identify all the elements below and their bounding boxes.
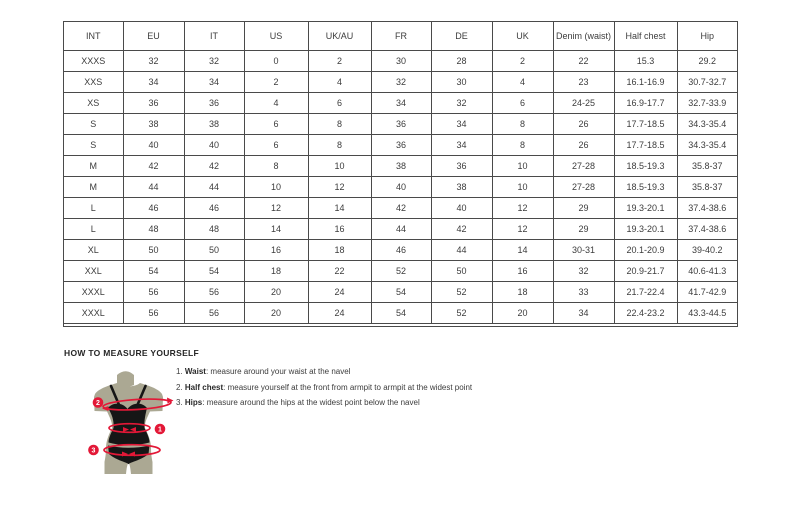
- badge-chest-number: 2: [96, 400, 100, 408]
- table-cell: 44: [371, 219, 431, 240]
- badge-waist-number: 1: [158, 426, 162, 434]
- step-label: Waist: [184, 367, 206, 376]
- table-cell: 29: [553, 198, 614, 219]
- table-cell: 20: [492, 303, 553, 324]
- table-cell: 56: [184, 303, 244, 324]
- table-cell: 46: [123, 198, 184, 219]
- step-desc: : measure around the hips at the widest point below the navel: [202, 398, 420, 407]
- table-cell: 16: [244, 240, 308, 261]
- badge-chest: [93, 397, 104, 408]
- table-cell: 20.9-21.7: [614, 261, 677, 282]
- table-cell: 6: [492, 93, 553, 114]
- table-cell: 54: [184, 261, 244, 282]
- table-cell: 44: [431, 240, 492, 261]
- size-label-cell: S: [64, 135, 123, 156]
- table-cell: 12: [244, 198, 308, 219]
- table-row: [64, 303, 737, 324]
- table-cell: 6: [244, 135, 308, 156]
- table-cell: 42: [123, 156, 184, 177]
- table-cell: 35.8-37: [677, 177, 737, 198]
- table-row: [64, 156, 737, 177]
- table-cell: 0: [244, 51, 308, 72]
- table-cell: 42: [371, 198, 431, 219]
- column-header: INT: [64, 22, 123, 51]
- table-cell: 54: [371, 303, 431, 324]
- table-cell: 16: [492, 261, 553, 282]
- size-label-cell: L: [64, 219, 123, 240]
- table-cell: 56: [123, 303, 184, 324]
- column-header: US: [244, 22, 308, 51]
- table-row: [64, 51, 737, 72]
- table-cell: 27-28: [553, 156, 614, 177]
- table-row: [64, 114, 737, 135]
- table-cell: 36: [431, 156, 492, 177]
- table-cell: 2: [308, 51, 371, 72]
- table-cell: 26: [553, 114, 614, 135]
- table-cell: 30: [431, 72, 492, 93]
- table-cell: 10: [308, 156, 371, 177]
- column-header: FR: [371, 22, 431, 51]
- table-cell: 29: [553, 219, 614, 240]
- table-cell: 32: [371, 72, 431, 93]
- table-cell: 32.7-33.9: [677, 93, 737, 114]
- table-row: [64, 93, 737, 114]
- table-cell: 48: [184, 219, 244, 240]
- table-cell: 2: [492, 51, 553, 72]
- table-cell: 34: [371, 93, 431, 114]
- table-cell: 8: [244, 156, 308, 177]
- table-cell: 34: [184, 72, 244, 93]
- size-label-cell: XXXS: [64, 51, 123, 72]
- size-label-cell: XXS: [64, 72, 123, 93]
- size-chart-table-wrap: [63, 21, 738, 327]
- table-cell: 4: [492, 72, 553, 93]
- table-cell: 22: [553, 51, 614, 72]
- size-label-cell: XS: [64, 93, 123, 114]
- table-cell: 14: [244, 219, 308, 240]
- column-header: Hip: [677, 22, 737, 51]
- table-cell: 46: [371, 240, 431, 261]
- table-cell: 8: [492, 135, 553, 156]
- measure-step: [176, 364, 472, 380]
- table-cell: 54: [371, 282, 431, 303]
- size-label-cell: XL: [64, 240, 123, 261]
- table-row: [64, 261, 737, 282]
- table-cell: 36: [184, 93, 244, 114]
- table-cell: 36: [371, 114, 431, 135]
- step-desc: : measure around your waist at the navel: [205, 367, 351, 376]
- badge-waist: [155, 424, 166, 435]
- table-cell: 6: [308, 93, 371, 114]
- table-cell: 50: [184, 240, 244, 261]
- table-cell: 54: [123, 261, 184, 282]
- size-chart-body: [64, 51, 737, 324]
- table-cell: 38: [123, 114, 184, 135]
- size-label-cell: XXL: [64, 261, 123, 282]
- step-label: Hips: [184, 398, 203, 407]
- table-row: [64, 198, 737, 219]
- header-row: [64, 22, 737, 51]
- table-cell: 40.6-41.3: [677, 261, 737, 282]
- table-cell: 24-25: [553, 93, 614, 114]
- table-row: [64, 219, 737, 240]
- table-cell: 35.8-37: [677, 156, 737, 177]
- step-label: Half chest: [184, 382, 224, 392]
- table-cell: 34: [553, 303, 614, 324]
- measurement-figure-illustration: [84, 366, 184, 481]
- table-cell: 12: [492, 219, 553, 240]
- table-cell: 34.3-35.4: [677, 135, 737, 156]
- table-cell: 10: [244, 177, 308, 198]
- badge-hips-number: 3: [91, 447, 96, 455]
- table-cell: 12: [308, 177, 371, 198]
- table-cell: 22: [308, 261, 371, 282]
- table-cell: 46: [184, 198, 244, 219]
- table-cell: 34: [431, 135, 492, 156]
- table-cell: 19.3-20.1: [614, 219, 677, 240]
- step-number: 3.: [176, 398, 185, 407]
- table-cell: 4: [308, 72, 371, 93]
- table-cell: 33: [553, 282, 614, 303]
- size-label-cell: S: [64, 114, 123, 135]
- column-header: IT: [184, 22, 244, 51]
- table-cell: 18: [244, 261, 308, 282]
- column-header: Half chest: [614, 22, 677, 51]
- table-cell: 50: [431, 261, 492, 282]
- table-cell: 36: [123, 93, 184, 114]
- table-cell: 30: [371, 51, 431, 72]
- table-cell: 18.5-19.3: [614, 177, 677, 198]
- table-cell: 2: [244, 72, 308, 93]
- how-to-measure-heading: HOW TO MEASURE YOURSELF: [64, 348, 200, 358]
- table-cell: 22.4-23.2: [614, 303, 677, 324]
- table-cell: 20: [244, 282, 308, 303]
- table-cell: 34: [123, 72, 184, 93]
- table-cell: 44: [184, 177, 244, 198]
- table-cell: 42: [431, 219, 492, 240]
- table-cell: 18.5-19.3: [614, 156, 677, 177]
- table-cell: 52: [371, 261, 431, 282]
- table-cell: 16.9-17.7: [614, 93, 677, 114]
- table-cell: 20.1-20.9: [614, 240, 677, 261]
- column-header: UK: [492, 22, 553, 51]
- table-cell: 32: [431, 93, 492, 114]
- table-cell: 36: [371, 135, 431, 156]
- step-number: 1.: [176, 367, 185, 376]
- size-label-cell: M: [64, 177, 123, 198]
- table-cell: 43.3-44.5: [677, 303, 737, 324]
- table-cell: 12: [492, 198, 553, 219]
- table-row: [64, 240, 737, 261]
- table-cell: 24: [308, 303, 371, 324]
- table-cell: 23: [553, 72, 614, 93]
- table-cell: 44: [123, 177, 184, 198]
- table-cell: 41.7-42.9: [677, 282, 737, 303]
- table-cell: 14: [492, 240, 553, 261]
- step-desc: : measure yourself at the front from armpit to armpit at the widest point: [223, 382, 473, 392]
- table-cell: 50: [123, 240, 184, 261]
- step-number: 2.: [176, 382, 185, 392]
- table-cell: 26: [553, 135, 614, 156]
- table-cell: 52: [431, 282, 492, 303]
- table-cell: 30-31: [553, 240, 614, 261]
- table-cell: 28: [431, 51, 492, 72]
- table-cell: 37.4-38.6: [677, 219, 737, 240]
- table-cell: 8: [492, 114, 553, 135]
- table-cell: 15.3: [614, 51, 677, 72]
- table-cell: 48: [123, 219, 184, 240]
- table-cell: 34.3-35.4: [677, 114, 737, 135]
- table-cell: 38: [184, 114, 244, 135]
- size-chart-table: [64, 22, 737, 324]
- table-cell: 38: [431, 177, 492, 198]
- table-cell: 40: [184, 135, 244, 156]
- table-cell: 17.7-18.5: [614, 114, 677, 135]
- table-row: [64, 135, 737, 156]
- measure-step: [176, 395, 472, 411]
- table-cell: 19.3-20.1: [614, 198, 677, 219]
- table-cell: 16.1-16.9: [614, 72, 677, 93]
- table-cell: 56: [184, 282, 244, 303]
- badge-hips: [88, 445, 99, 456]
- table-cell: 32: [123, 51, 184, 72]
- table-cell: 37.4-38.6: [677, 198, 737, 219]
- table-cell: 21.7-22.4: [614, 282, 677, 303]
- size-label-cell: XXXL: [64, 282, 123, 303]
- table-cell: 6: [244, 114, 308, 135]
- table-row: [64, 282, 737, 303]
- table-cell: 34: [431, 114, 492, 135]
- table-cell: 10: [492, 156, 553, 177]
- table-cell: 14: [308, 198, 371, 219]
- table-cell: 56: [123, 282, 184, 303]
- table-cell: 8: [308, 135, 371, 156]
- table-cell: 39-40.2: [677, 240, 737, 261]
- column-header: EU: [123, 22, 184, 51]
- table-cell: 24: [308, 282, 371, 303]
- table-cell: 17.7-18.5: [614, 135, 677, 156]
- table-cell: 18: [308, 240, 371, 261]
- size-label-cell: XXXL: [64, 303, 123, 324]
- table-cell: 52: [431, 303, 492, 324]
- table-cell: 8: [308, 114, 371, 135]
- table-cell: 27-28: [553, 177, 614, 198]
- table-row: [64, 177, 737, 198]
- size-label-cell: L: [64, 198, 123, 219]
- table-cell: 32: [184, 51, 244, 72]
- table-cell: 29.2: [677, 51, 737, 72]
- column-header: Denim (waist): [553, 22, 614, 51]
- measure-steps-list: [176, 364, 472, 411]
- table-cell: 18: [492, 282, 553, 303]
- table-cell: 30.7-32.7: [677, 72, 737, 93]
- size-label-cell: M: [64, 156, 123, 177]
- measure-step: [176, 380, 472, 396]
- table-cell: 40: [371, 177, 431, 198]
- table-row: [64, 72, 737, 93]
- table-cell: 42: [184, 156, 244, 177]
- table-cell: 40: [431, 198, 492, 219]
- table-cell: 4: [244, 93, 308, 114]
- column-header: DE: [431, 22, 492, 51]
- table-cell: 16: [308, 219, 371, 240]
- table-cell: 40: [123, 135, 184, 156]
- table-cell: 38: [371, 156, 431, 177]
- table-cell: 20: [244, 303, 308, 324]
- column-header: UK/AU: [308, 22, 371, 51]
- table-cell: 10: [492, 177, 553, 198]
- table-cell: 32: [553, 261, 614, 282]
